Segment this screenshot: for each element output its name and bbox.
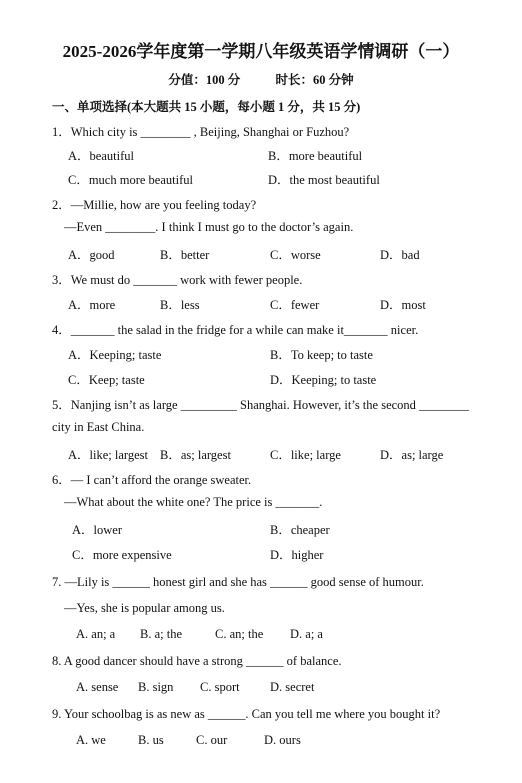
q2-option-c: C．worse [270, 248, 321, 262]
q1-option-b: B．more beautiful [268, 149, 363, 163]
q3-option-c: C．fewer [270, 298, 320, 312]
q8-option-d: D. secret [270, 680, 315, 694]
q7-option-c: C. an; the [215, 627, 264, 641]
q4-option-a: A．Keeping; taste [68, 348, 162, 362]
q9-option-d: D. ours [264, 733, 301, 747]
q5-option-a: A．like; largest [68, 448, 148, 462]
q6-option-a: A．lower [72, 523, 122, 537]
exam-meta [0, 70, 522, 88]
q6-option-d: D．higher [270, 548, 324, 562]
q2-option-b: B．better [160, 248, 210, 262]
time-info: 时长：60 分钟 [275, 73, 354, 87]
q3-option-d: D．most [380, 298, 426, 312]
q4-option-d: D．Keeping; to taste [270, 373, 377, 387]
q5-option-b: B．as; largest [160, 448, 231, 462]
q3-option-a: A．more [68, 298, 116, 312]
question-5-stem: 5．Nanjing isn’t as large _________ Shanghai. However, it’s the second ________ [52, 398, 470, 412]
q9-option-c: C. our [196, 733, 228, 747]
q6-option-c: C．more expensive [72, 548, 172, 562]
question-5-line2: city in East China. [52, 420, 145, 434]
question-7-line2: —Yes, she is popular among us. [64, 601, 225, 615]
q9-option-a: A. we [76, 733, 106, 747]
question-6-stem: 6．— I can’t afford the orange sweater. [52, 473, 252, 487]
question-2-line2: —Even ________. I think I must go to the doctor’s again. [64, 220, 354, 234]
q7-option-a: A. an; a [76, 627, 116, 641]
q5-option-c: C．like; large [270, 448, 341, 462]
q8-option-c: C. sport [200, 680, 240, 694]
q1-option-d: D．the most beautiful [268, 173, 380, 187]
score-info: 分值：100 分 [168, 73, 241, 87]
q3-option-b: B．less [160, 298, 200, 312]
question-9-stem: 9. Your schoolbag is as new as ______. Can you tell me where you bought it? [52, 707, 441, 721]
q7-option-d: D. a; a [290, 627, 323, 641]
question-8-stem: 8. A good dancer should have a strong ______ of balance. [52, 654, 342, 668]
q7-option-b: B. a; the [140, 627, 183, 641]
q4-option-b: B．To keep; to taste [270, 348, 373, 362]
q6-option-b: B．cheaper [270, 523, 330, 537]
q8-option-a: A. sense [76, 680, 119, 694]
q5-option-d: D．as; large [380, 448, 444, 462]
q4-option-c: C．Keep; taste [68, 373, 145, 387]
q1-option-a: A．beautiful [68, 149, 134, 163]
question-7-stem: 7. —Lily is ______ honest girl and she has ______ good sense of humour. [52, 575, 424, 589]
question-1-stem: 1．Which city is ________ , Beijing, Shanghai or Fuzhou? [52, 125, 350, 139]
q8-option-b: B. sign [138, 680, 174, 694]
question-2-stem: 2．—Millie, how are you feeling today? [52, 198, 257, 212]
q2-option-a: A．good [68, 248, 115, 262]
question-4-stem: 4．_______ the salad in the fridge for a while can make it_______ nicer. [52, 323, 419, 337]
q1-option-c: C．much more beautiful [68, 173, 193, 187]
section-heading: 一、单项选择(本大题共 15 小题，每小题 1 分，共 15 分) [52, 100, 361, 114]
question-3-stem: 3．We must do _______ work with fewer people. [52, 273, 303, 287]
page-title: 2025-2026学年度第一学期八年级英语学情调研（一） [62, 42, 460, 61]
q2-option-d: D．bad [380, 248, 420, 262]
q9-option-b: B. us [138, 733, 164, 747]
question-6-line2: —What about the white one? The price is _______. [64, 495, 323, 509]
